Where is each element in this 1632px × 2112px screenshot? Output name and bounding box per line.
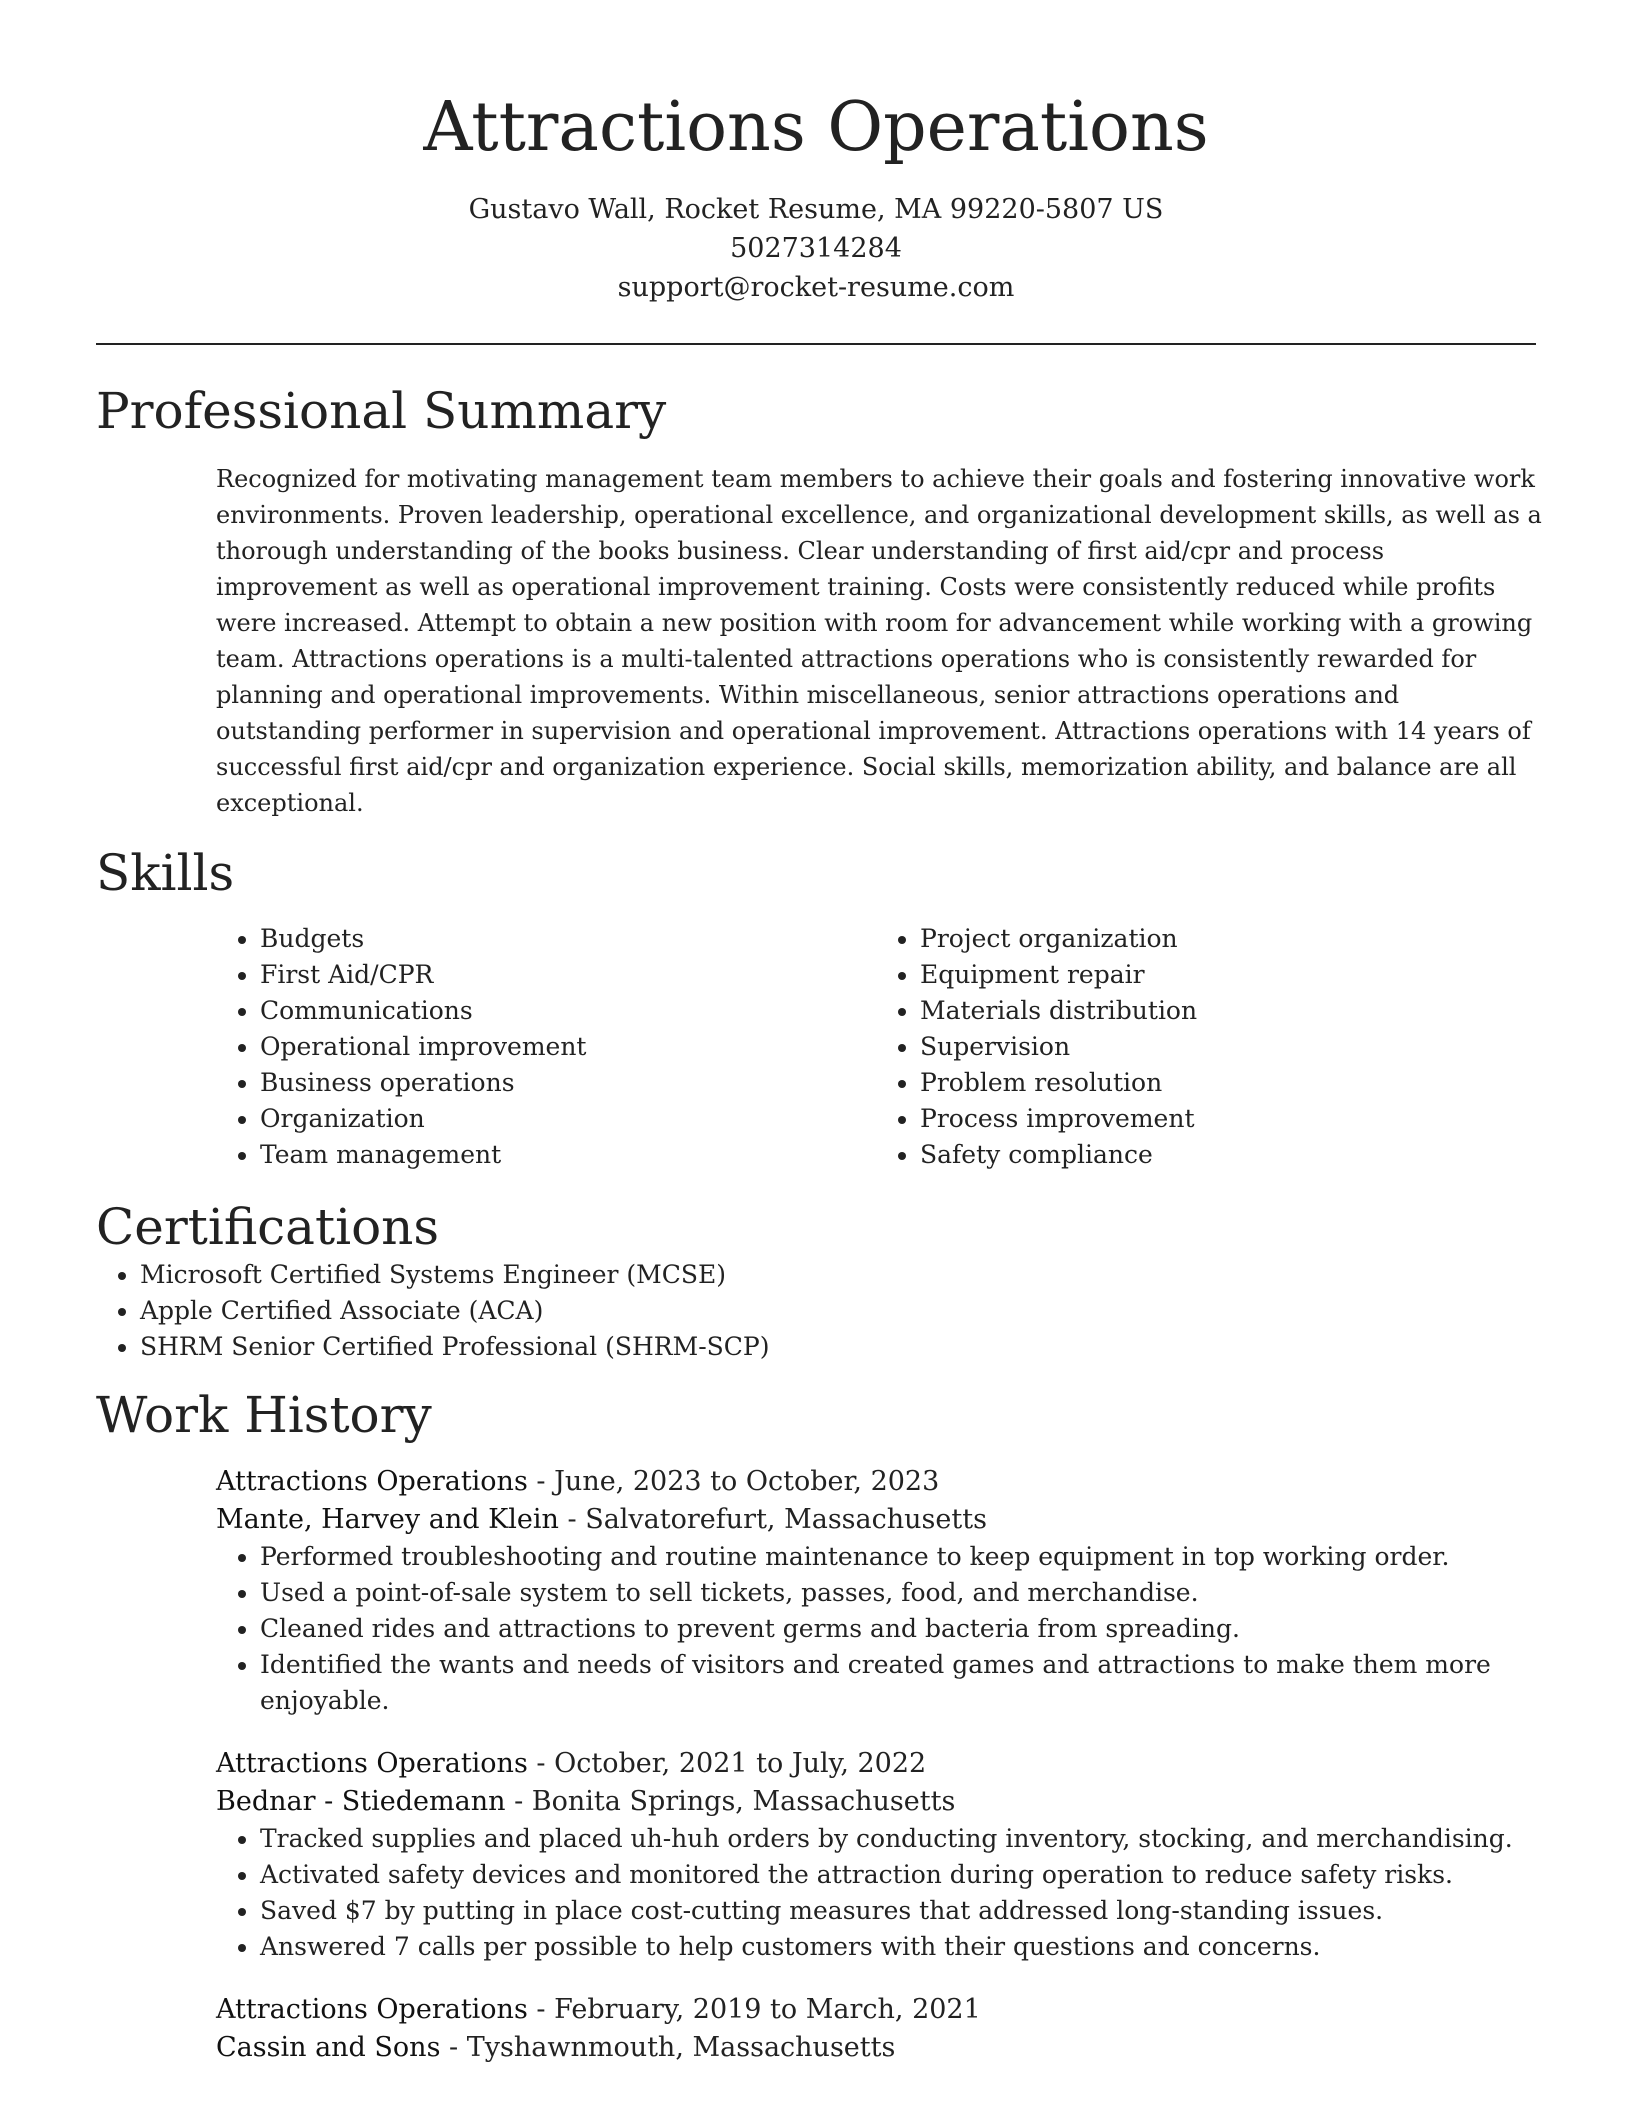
- job-title: Attractions Operations: [216, 1994, 528, 2025]
- job-company: Mante, Harvey and Klein: [216, 1504, 559, 1535]
- job-location: Salvatorefurt, Massachusetts: [585, 1504, 987, 1535]
- job-bullet: • Saved $7 by putting in place cost-cutting measures that addressed long-standing issues.: [260, 1893, 1536, 1929]
- certifications-heading: Certifications: [96, 1198, 440, 1256]
- resume-title: Attractions Operations: [423, 88, 1209, 167]
- job-dates: June, 2023 to October, 2023: [554, 1466, 940, 1497]
- job-entry: [216, 1991, 1536, 2067]
- skills-heading: Skills: [96, 844, 235, 902]
- job-entry: [216, 1463, 1536, 1719]
- job-title-line: Attractions Operations - June, 2023 to October, 2023: [216, 1466, 940, 1497]
- skill-item: • Equipment repair: [920, 957, 1536, 993]
- job-title-line: Attractions Operations - October, 2021 to July, 2022: [216, 1748, 927, 1779]
- contact-block: [96, 190, 1536, 307]
- job-bullets: [216, 1539, 1536, 1719]
- skills-list-left: [216, 921, 876, 1173]
- skills-list-right: [876, 921, 1536, 1173]
- skill-item: • Safety compliance: [920, 1137, 1536, 1173]
- job-bullet: • Performed troubleshooting and routine maintenance to keep equipment in top working order.: [260, 1539, 1536, 1575]
- job-company: Cassin and Sons: [216, 2032, 441, 2063]
- job-title: Attractions Operations: [216, 1748, 528, 1779]
- job-bullet: • Answered 7 calls per possible to help customers with their questions and concerns.: [260, 1929, 1536, 1965]
- job-bullet: • Identified the wants and needs of visitors and created games and attractions to make them more enjoyable.: [260, 1647, 1536, 1719]
- certification-item: • Microsoft Certified Systems Engineer (MCSE): [140, 1257, 1536, 1293]
- job-dates: October, 2021 to July, 2022: [554, 1748, 927, 1779]
- skill-item: • Organization: [260, 1101, 876, 1137]
- skill-item: • Operational improvement: [260, 1029, 876, 1065]
- skill-item: • Communications: [260, 993, 876, 1029]
- certification-item: • Apple Certified Associate (ACA): [140, 1293, 1536, 1329]
- resume-page: [96, 0, 1542, 2067]
- contact-email: support@rocket-resume.com: [617, 272, 1015, 303]
- contact-address: Gustavo Wall, Rocket Resume, MA 99220-5807 US: [468, 194, 1164, 225]
- certifications-list: [96, 1257, 1536, 1365]
- skill-item: • First Aid/CPR: [260, 957, 876, 993]
- skill-item: • Budgets: [260, 921, 876, 957]
- skill-item: • Team management: [260, 1137, 876, 1173]
- job-bullet: • Tracked supplies and placed uh-huh orders by conducting inventory, stocking, and merchandising.: [260, 1821, 1536, 1857]
- job-dates: February, 2019 to March, 2021: [554, 1994, 981, 2025]
- summary-heading: Professional Summary: [96, 382, 667, 440]
- job-company-line: Bednar - Stiedemann - Bonita Springs, Massachusetts: [216, 1786, 956, 1817]
- header-divider: [96, 343, 1536, 345]
- job-company-line: Cassin and Sons - Tyshawnmouth, Massachusetts: [216, 2032, 896, 2063]
- job-bullet: • Cleaned rides and attractions to prevent germs and bacteria from spreading.: [260, 1611, 1536, 1647]
- certification-item: • SHRM Senior Certified Professional (SHRM-SCP): [140, 1329, 1536, 1365]
- work-history-heading: Work History: [96, 1386, 432, 1444]
- skill-item: • Process improvement: [920, 1101, 1536, 1137]
- job-title: Attractions Operations: [216, 1466, 528, 1497]
- summary-text: Recognized for motivating management team members to achieve their goals and fostering innovative work environments. Proven leadership, operational excellence, and organizational development skills, as well as a thorough understanding of the books business. Clear understanding of first aid/cpr and process improvement as well as operational improvement training. Costs were consistently reduced while profits were increased. Attempt to obtain a new position with room for advancement while working with a growing team. Attractions operations is a multi-talented attractions operations who is consistently rewarded for planning and operational improvements. Within miscellaneous, senior attractions operations and outstanding performer in supervision and operational improvement. Attractions operations with 14 years of successful first aid/cpr and organization experience. Social skills, memorization ability, and balance are all exceptional.: [216, 465, 1542, 817]
- job-bullet: • Used a point-of-sale system to sell tickets, passes, food, and merchandise.: [260, 1575, 1536, 1611]
- job-location: Tyshawnmouth, Massachusetts: [466, 2032, 896, 2063]
- job-entry: [216, 1745, 1536, 1965]
- skill-item: • Problem resolution: [920, 1065, 1536, 1101]
- skill-item: • Project organization: [920, 921, 1536, 957]
- skills-columns: [216, 921, 1536, 1173]
- skill-item: • Business operations: [260, 1065, 876, 1101]
- job-bullets: [216, 1821, 1536, 1965]
- job-company: Bednar - Stiedemann: [216, 1786, 506, 1817]
- job-company-line: Mante, Harvey and Klein - Salvatorefurt, Massachusetts: [216, 1504, 987, 1535]
- job-location: Bonita Springs, Massachusetts: [531, 1786, 956, 1817]
- contact-phone: 5027314284: [730, 233, 902, 264]
- skill-item: • Supervision: [920, 1029, 1536, 1065]
- job-title-line: Attractions Operations - February, 2019 to March, 2021: [216, 1994, 981, 2025]
- skill-item: • Materials distribution: [920, 993, 1536, 1029]
- job-bullet: • Activated safety devices and monitored the attraction during operation to reduce safety risks.: [260, 1857, 1536, 1893]
